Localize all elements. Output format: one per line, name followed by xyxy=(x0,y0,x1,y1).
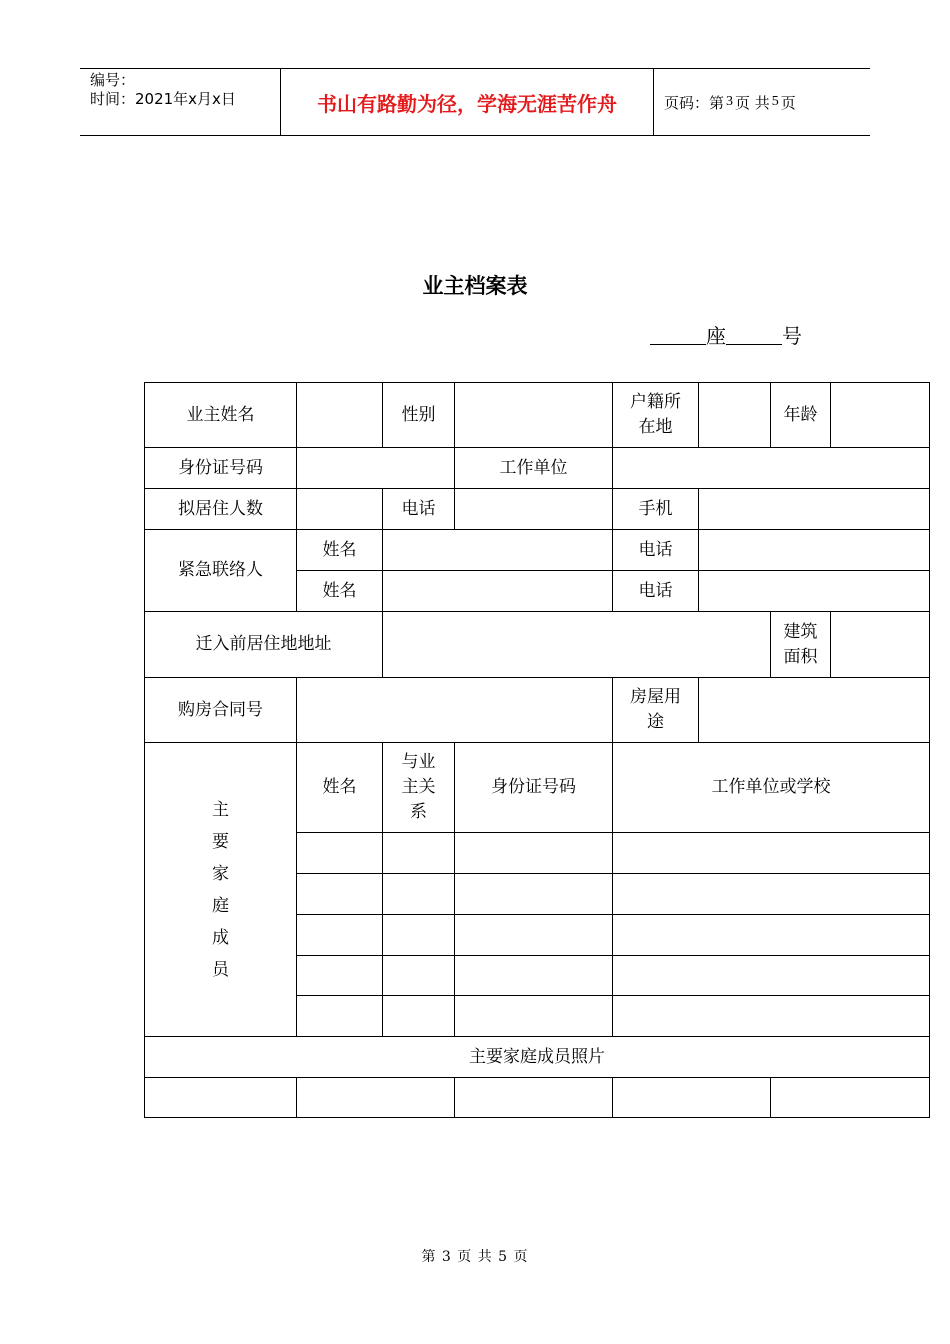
house-use-label: 房屋用途 xyxy=(613,678,699,743)
gender-label: 性别 xyxy=(383,383,455,448)
previous-address-cell[interactable] xyxy=(383,612,771,678)
header-meta xyxy=(80,69,281,135)
seat-number-line xyxy=(650,320,802,349)
number-blank[interactable] xyxy=(726,324,782,345)
family-relation-cell[interactable] xyxy=(383,833,455,874)
family-id-header: 身份证号码 xyxy=(455,743,613,833)
contract-no-label: 购房合同号 xyxy=(145,678,297,743)
work-unit-label: 工作单位 xyxy=(455,448,613,489)
table-row xyxy=(145,743,930,833)
family-work-cell[interactable] xyxy=(613,874,930,915)
contact-2-phone-cell[interactable] xyxy=(699,571,930,612)
seat-label: 座 xyxy=(706,324,726,348)
age-label: 年龄 xyxy=(771,383,831,448)
table-row xyxy=(145,612,930,678)
contact-2-name-cell[interactable] xyxy=(383,571,613,612)
phone-label: 电话 xyxy=(383,489,455,530)
family-name-header: 姓名 xyxy=(297,743,383,833)
family-work-cell[interactable] xyxy=(613,833,930,874)
household-registration-cell[interactable] xyxy=(699,383,771,448)
photo-cell[interactable] xyxy=(771,1078,930,1118)
family-relation-header: 与业主关系 xyxy=(383,743,455,833)
header-motto: 书山有路勤为径，学海无涯苦作舟 xyxy=(281,69,654,135)
table-row xyxy=(145,383,930,448)
page-label: 页码：第 xyxy=(664,93,725,112)
table-row xyxy=(145,448,930,489)
photo-cell[interactable] xyxy=(455,1078,613,1118)
id-number-label: 身份证号码 xyxy=(145,448,297,489)
family-id-cell[interactable] xyxy=(455,956,613,996)
family-relation-cell[interactable] xyxy=(383,956,455,996)
photo-cell[interactable] xyxy=(613,1078,771,1118)
header-page-info xyxy=(654,69,870,135)
page-footer: 第 3 页 共 5 页 xyxy=(421,1249,529,1265)
table-row xyxy=(145,1078,930,1118)
family-relation-cell[interactable] xyxy=(383,996,455,1037)
mobile-cell[interactable] xyxy=(699,489,930,530)
building-area-cell[interactable] xyxy=(831,612,930,678)
page-current: 3 xyxy=(726,94,734,109)
family-name-cell[interactable] xyxy=(297,833,383,874)
contact-1-phone-cell[interactable] xyxy=(699,530,930,571)
time-label: 时间：2021年x月x日 xyxy=(90,90,236,108)
family-relation-cell[interactable] xyxy=(383,874,455,915)
table-row xyxy=(145,1037,930,1078)
seat-blank[interactable] xyxy=(650,324,706,345)
family-work-cell[interactable] xyxy=(613,915,930,956)
number-label: 号 xyxy=(782,324,802,348)
contact-1-name-label: 姓名 xyxy=(297,530,383,571)
family-relation-cell[interactable] xyxy=(383,915,455,956)
owner-archive-table xyxy=(144,382,930,1118)
family-id-cell[interactable] xyxy=(455,874,613,915)
table-row xyxy=(145,530,930,571)
family-work-cell[interactable] xyxy=(613,956,930,996)
household-registration-label: 户籍所在地 xyxy=(613,383,699,448)
form-title: 业主档案表 xyxy=(422,274,528,298)
family-work-cell[interactable] xyxy=(613,996,930,1037)
serial-label: 编号： xyxy=(90,71,136,89)
family-name-cell[interactable] xyxy=(297,874,383,915)
contact-1-name-cell[interactable] xyxy=(383,530,613,571)
owner-name-label: 业主姓名 xyxy=(145,383,297,448)
document-header xyxy=(80,68,870,136)
family-members-label: 主要家庭成员 xyxy=(145,743,297,1037)
emergency-contact-label: 紧急联络人 xyxy=(145,530,297,612)
phone-cell[interactable] xyxy=(455,489,613,530)
family-id-cell[interactable] xyxy=(455,996,613,1037)
page-end: 页 xyxy=(780,93,796,112)
house-use-cell[interactable] xyxy=(699,678,930,743)
family-name-cell[interactable] xyxy=(297,956,383,996)
family-name-cell[interactable] xyxy=(297,996,383,1037)
mobile-label: 手机 xyxy=(613,489,699,530)
contract-no-cell[interactable] xyxy=(297,678,613,743)
family-photos-label: 主要家庭成员照片 xyxy=(145,1037,930,1078)
family-id-cell[interactable] xyxy=(455,833,613,874)
table-row xyxy=(145,489,930,530)
owner-name-cell[interactable] xyxy=(297,383,383,448)
previous-address-label: 迁入前居住地地址 xyxy=(145,612,383,678)
residents-cell[interactable] xyxy=(297,489,383,530)
page-total: 5 xyxy=(771,94,779,109)
page-mid: 页 共 xyxy=(735,93,770,112)
family-name-cell[interactable] xyxy=(297,915,383,956)
photo-cell[interactable] xyxy=(297,1078,455,1118)
contact-1-phone-label: 电话 xyxy=(613,530,699,571)
age-cell[interactable] xyxy=(831,383,930,448)
residents-label: 拟居住人数 xyxy=(145,489,297,530)
work-unit-cell[interactable] xyxy=(613,448,930,489)
building-area-label: 建筑面积 xyxy=(771,612,831,678)
table-row xyxy=(145,678,930,743)
contact-2-name-label: 姓名 xyxy=(297,571,383,612)
contact-2-phone-label: 电话 xyxy=(613,571,699,612)
gender-cell[interactable] xyxy=(455,383,613,448)
id-number-cell[interactable] xyxy=(297,448,455,489)
photo-cell[interactable] xyxy=(145,1078,297,1118)
family-work-header: 工作单位或学校 xyxy=(613,743,930,833)
family-id-cell[interactable] xyxy=(455,915,613,956)
